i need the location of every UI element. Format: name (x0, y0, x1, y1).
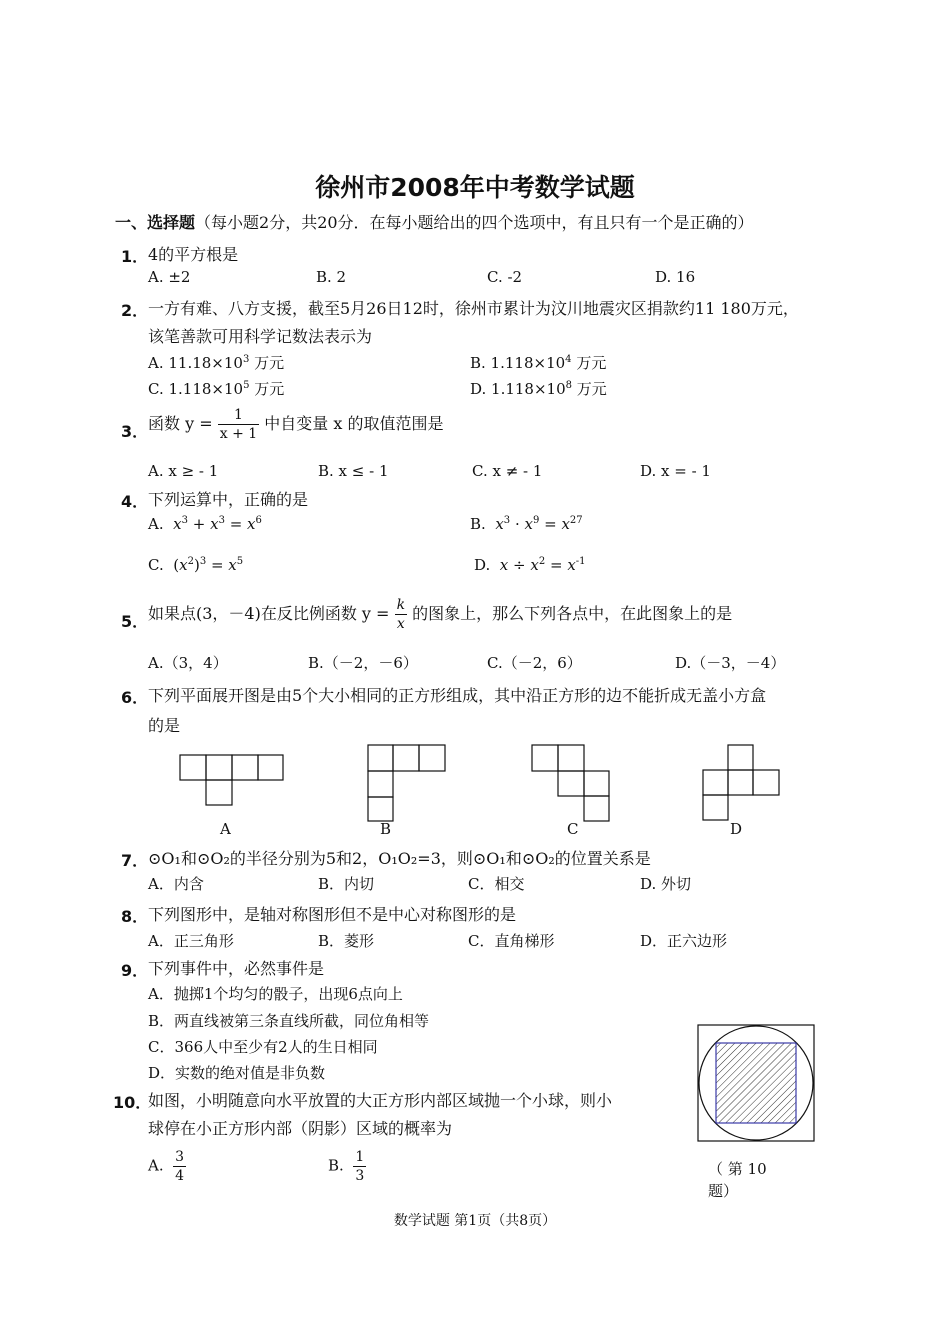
question-text-line1: 如图，小明随意向水平放置的大正方形内部区域抛一个小球，则小 (148, 1091, 613, 1110)
fraction: $\frac{1}{3}$ (355, 1149, 365, 1184)
option-c: C．直角梯形 (468, 932, 555, 950)
square-circle-figure (697, 1024, 817, 1144)
question-number: 6． (121, 688, 149, 707)
question-number: 9． (121, 961, 149, 980)
option-a: A. ±2 (148, 268, 191, 286)
figure-label-b: B (380, 820, 392, 838)
option-b: B. $x^3 \cdot x^9 = x^{27}$ (470, 515, 583, 533)
option-b: B. 2 (316, 268, 347, 286)
option-d: D. 16 (655, 268, 696, 286)
question-text: 4的平方根是 (148, 245, 239, 264)
option-d: D. 外切 (640, 875, 692, 893)
question-number: 4． (121, 492, 149, 511)
net-figure-c (532, 745, 609, 821)
option-c: C．相交 (468, 875, 525, 893)
option-b: B. $1.118\times 10^4$ 万元 (470, 354, 607, 372)
net-figure-a (180, 755, 283, 805)
option-a: A. $\frac{3}{4}$ (148, 1149, 185, 1184)
option-d: D. $x \div x^2 = x^{-1}$ (474, 556, 586, 574)
shaded-inner-square (716, 1043, 796, 1123)
question-number: 3． (121, 422, 149, 441)
figure-label-c: C (567, 820, 579, 838)
option-d: D. x = - 1 (640, 462, 711, 480)
option-a: A．正三角形 (148, 932, 234, 950)
figure-caption-line2: 题） (708, 1182, 739, 1200)
option-b: B．两直线被第三条直线所截，同位角相等 (148, 1012, 430, 1030)
option-a: A.（3，4） (148, 654, 228, 672)
question-number: 1． (121, 247, 149, 266)
figure-caption-line1: （ 第 10 (708, 1160, 767, 1178)
option-b: B. $\frac{1}{3}$ (328, 1149, 365, 1184)
option-a: A. $x^3 + x^3 = x^6$ (148, 515, 262, 533)
option-a: A. x ≥ - 1 (148, 462, 219, 480)
question-text: 下列事件中，必然事件是 (148, 959, 325, 978)
option-c: C. -2 (487, 268, 523, 286)
option-a: A．抛掷1个均匀的骰子，出现6点向上 (148, 985, 403, 1003)
question-number: 7． (121, 851, 149, 870)
option-a: A．内含 (148, 875, 204, 893)
figure-label-d: D (730, 820, 743, 838)
page-title: 徐州市2008年中考数学试题 (315, 173, 635, 202)
option-c: C．366人中至少有2人的生日相同 (148, 1038, 378, 1056)
option-c: C.（－2，6） (487, 654, 582, 672)
question-number: 5． (121, 612, 149, 631)
question-text: ⊙O₁和⊙O₂的半径分别为5和2，O₁O₂=3，则⊙O₁和⊙O₂的位置关系是 (148, 849, 651, 868)
net-figure-b (368, 745, 445, 821)
section-note: （每小题2分，共20分．在每小题给出的四个选项中，有且只有一个是正确的） (195, 213, 754, 232)
option-b: B.（－2，－6） (308, 654, 418, 672)
option-c: C. $1.118\times 10^5$ 万元 (148, 380, 285, 398)
question-text-line1: 下列平面展开图是由5个大小相同的正方形组成，其中沿正方形的边不能折成无盖小方盒 (148, 686, 767, 705)
option-d: D．实数的绝对值是非负数 (148, 1064, 326, 1082)
option-b: B．内切 (318, 875, 375, 893)
figure-label-a: A (220, 820, 231, 838)
question-text: 函数 y = $\frac{1}{x + 1}$ 中自变量 x 的取值范围是 (148, 407, 444, 442)
question-number: 10． (113, 1093, 152, 1112)
option-b: B. x ≤ - 1 (318, 462, 389, 480)
question-text-line2: 的是 (148, 716, 181, 735)
fraction: $\frac{k}{x}$ (396, 597, 406, 632)
option-b: B．菱形 (318, 932, 375, 950)
question-text: 下列运算中，正确的是 (148, 490, 309, 509)
option-c: C. $(x^2)^3 = x^5$ (148, 556, 244, 574)
option-a: A. $11.18\times 10^3$ 万元 (148, 354, 285, 372)
option-d: D. $1.118\times 10^8$ 万元 (470, 380, 607, 398)
question-number: 8． (121, 907, 149, 926)
question-text-line2: 球停在小正方形内部（阴影）区域的概率为 (148, 1119, 453, 1138)
question-text-line2: 该笔善款可用科学记数法表示为 (148, 327, 373, 346)
section-label: 一、选择题 (115, 213, 196, 232)
option-d: D.（－3，－4） (675, 654, 786, 672)
question-text: 如果点(3，－4)在反比例函数 y = $\frac{k}{x}$ 的图象上，那么下列各点中，在此图象上的是 (148, 597, 733, 632)
net-figure-d (703, 745, 779, 820)
option-d: D．正六边形 (640, 932, 728, 950)
question-text: 下列图形中，是轴对称图形但不是中心对称图形的是 (148, 905, 517, 924)
option-c: C. x ≠ - 1 (472, 462, 543, 480)
question-number: 2． (121, 301, 149, 320)
fraction: $\frac{3}{4}$ (175, 1149, 185, 1184)
fraction: $\frac{1}{x + 1}$ (219, 407, 258, 442)
page-footer: 数学试题 第1页（共8页） (393, 1213, 557, 1229)
question-text-line1: 一方有难、八方支援，截至5月26日12时，徐州市累计为汶川地震灾区捐款约11 180万元， (148, 299, 799, 318)
